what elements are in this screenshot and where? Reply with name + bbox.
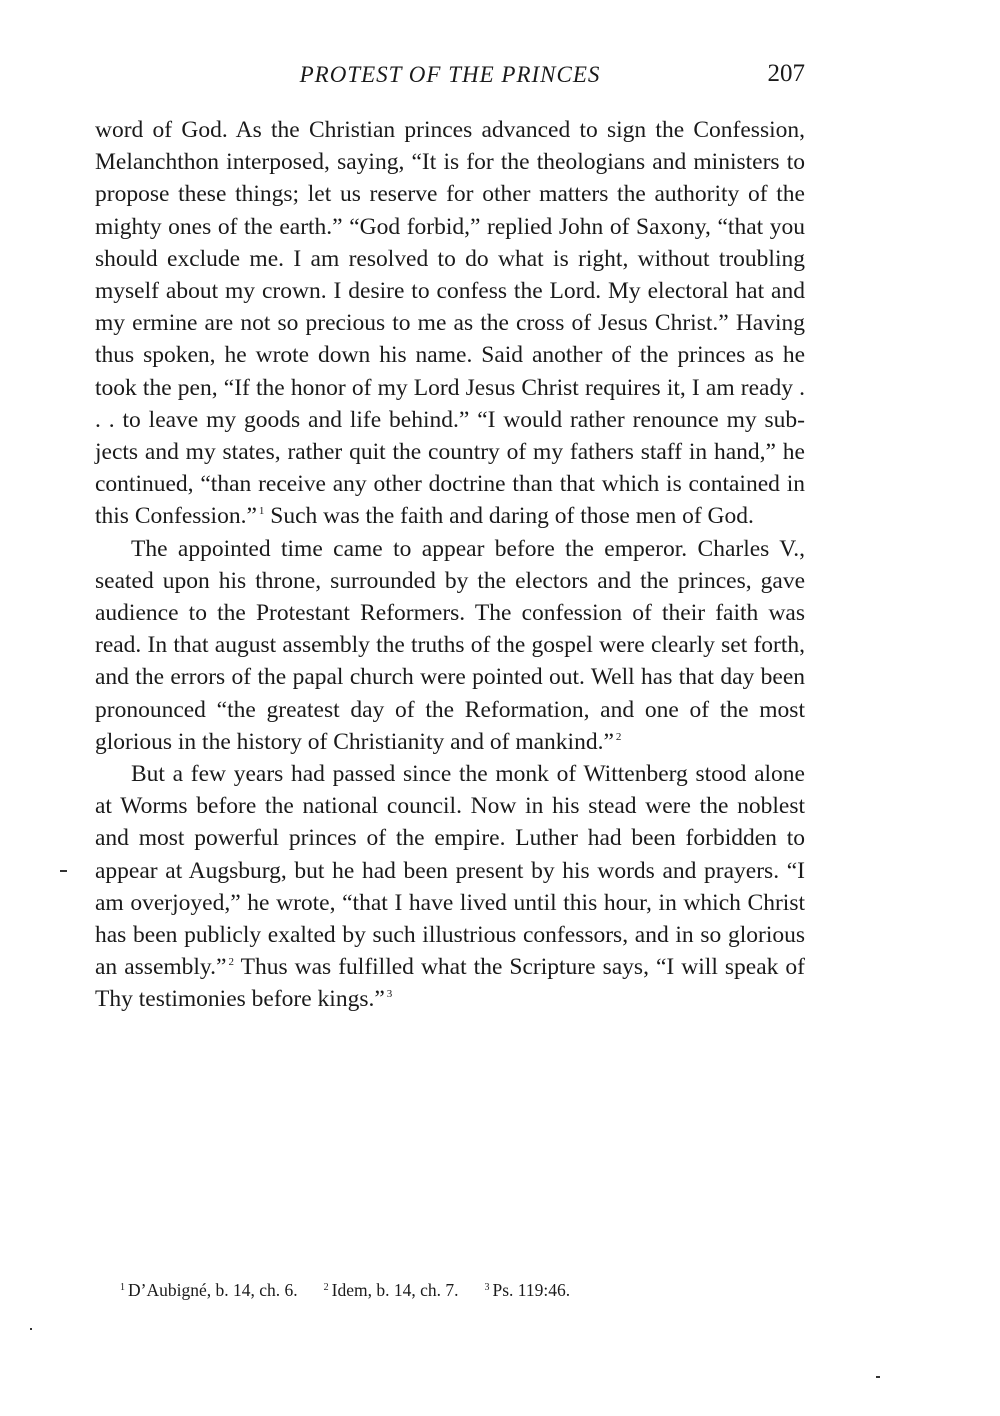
scan-mark bbox=[30, 1328, 32, 1330]
footnote-ref: 1 bbox=[258, 505, 265, 518]
footnotes bbox=[120, 1280, 800, 1301]
page-header bbox=[95, 62, 805, 96]
scan-mark bbox=[876, 1376, 880, 1378]
footnote-ref: 2 bbox=[228, 956, 234, 969]
paragraph-text: word of God. As the Christian princes advanced to sign the Confession, Melanchthon interposed, saying, “It is for the theologians and ministers to propose these things; let us reserve for other matters the authority of the mighty ones of the earth.” “God forbid,” replied John of Saxony, “that you should exclude me. I am resolved to do what is right, without troubling myself about my crown. I desire to confess the Lord. My electoral hat and my ermine are not so precious to me as the cross of Jesus Christ.” Having thus spoken, he wrote down his name. Said another of the princes as he took the pen, “If the honor of my Lord Jesus Christ requires it, I am ready . . . to leave my goods and life behind.” “I would rather renounce my subjects and my states, rather quit the country of my fathers staff in hand,” he continued, “than receive any other doctrine than that which is contained in this Confession.” bbox=[95, 117, 805, 530]
paragraph-3 bbox=[95, 758, 805, 1016]
paragraph-text: But a few years had passed since the monk of Wittenberg stood alone at Worms before the national council. Now in his stead were the noblest and most powerful princes of the empire. Luther had been forbidden to appear at Augsburg, but he had been present by his words and prayers. “I am overjoyed,” he wrote, “that I have lived until this hour, in which Christ has been publicly exalted by such illustrious confessors, and in so glorious an assembly.” bbox=[95, 761, 805, 981]
footnote-marker: 2 bbox=[323, 1282, 329, 1293]
paragraph-text: The appointed time came to appear before the emperor. Charles V., seated upon his throne, surrounded by the electors and the princes, gave audience to the Protestant Reformers. The confession of their faith was read. In that august assembly the truths of the gospel were clearly set forth, and the errors of the papal church were pointed out. Well has that day been pronounced “the greatest day of the Reformation, and one of the most glorious in the history of Christianity and of mankind.” bbox=[95, 535, 805, 755]
footnote-text: Ps. 119:46. bbox=[492, 1280, 571, 1300]
footnote bbox=[120, 1280, 298, 1301]
paragraph-2 bbox=[95, 533, 805, 758]
footnote-marker: 1 bbox=[120, 1282, 125, 1293]
body-text bbox=[95, 114, 805, 1016]
running-title: PROTEST OF THE PRINCES bbox=[299, 62, 601, 87]
paragraph-1 bbox=[95, 114, 805, 533]
scan-mark bbox=[60, 870, 67, 872]
footnote bbox=[324, 1280, 459, 1301]
page-number: 207 bbox=[767, 60, 805, 87]
footnote-ref: 3 bbox=[386, 988, 393, 1001]
paragraph-text: Thus was fulfilled what the Scripture says, “I will speak of Thy testimonies before kings.” bbox=[95, 954, 806, 1013]
footnote-text: Idem, b. 14, ch. 7. bbox=[331, 1280, 459, 1300]
paragraph-text: Such was the faith and daring of those men of God. bbox=[264, 503, 754, 530]
footnote-marker: 3 bbox=[484, 1282, 490, 1293]
footnote-text: D’Aubigné, b. 14, ch. 6. bbox=[128, 1280, 298, 1300]
footnote-ref: 2 bbox=[615, 730, 622, 743]
footnote bbox=[485, 1280, 571, 1301]
